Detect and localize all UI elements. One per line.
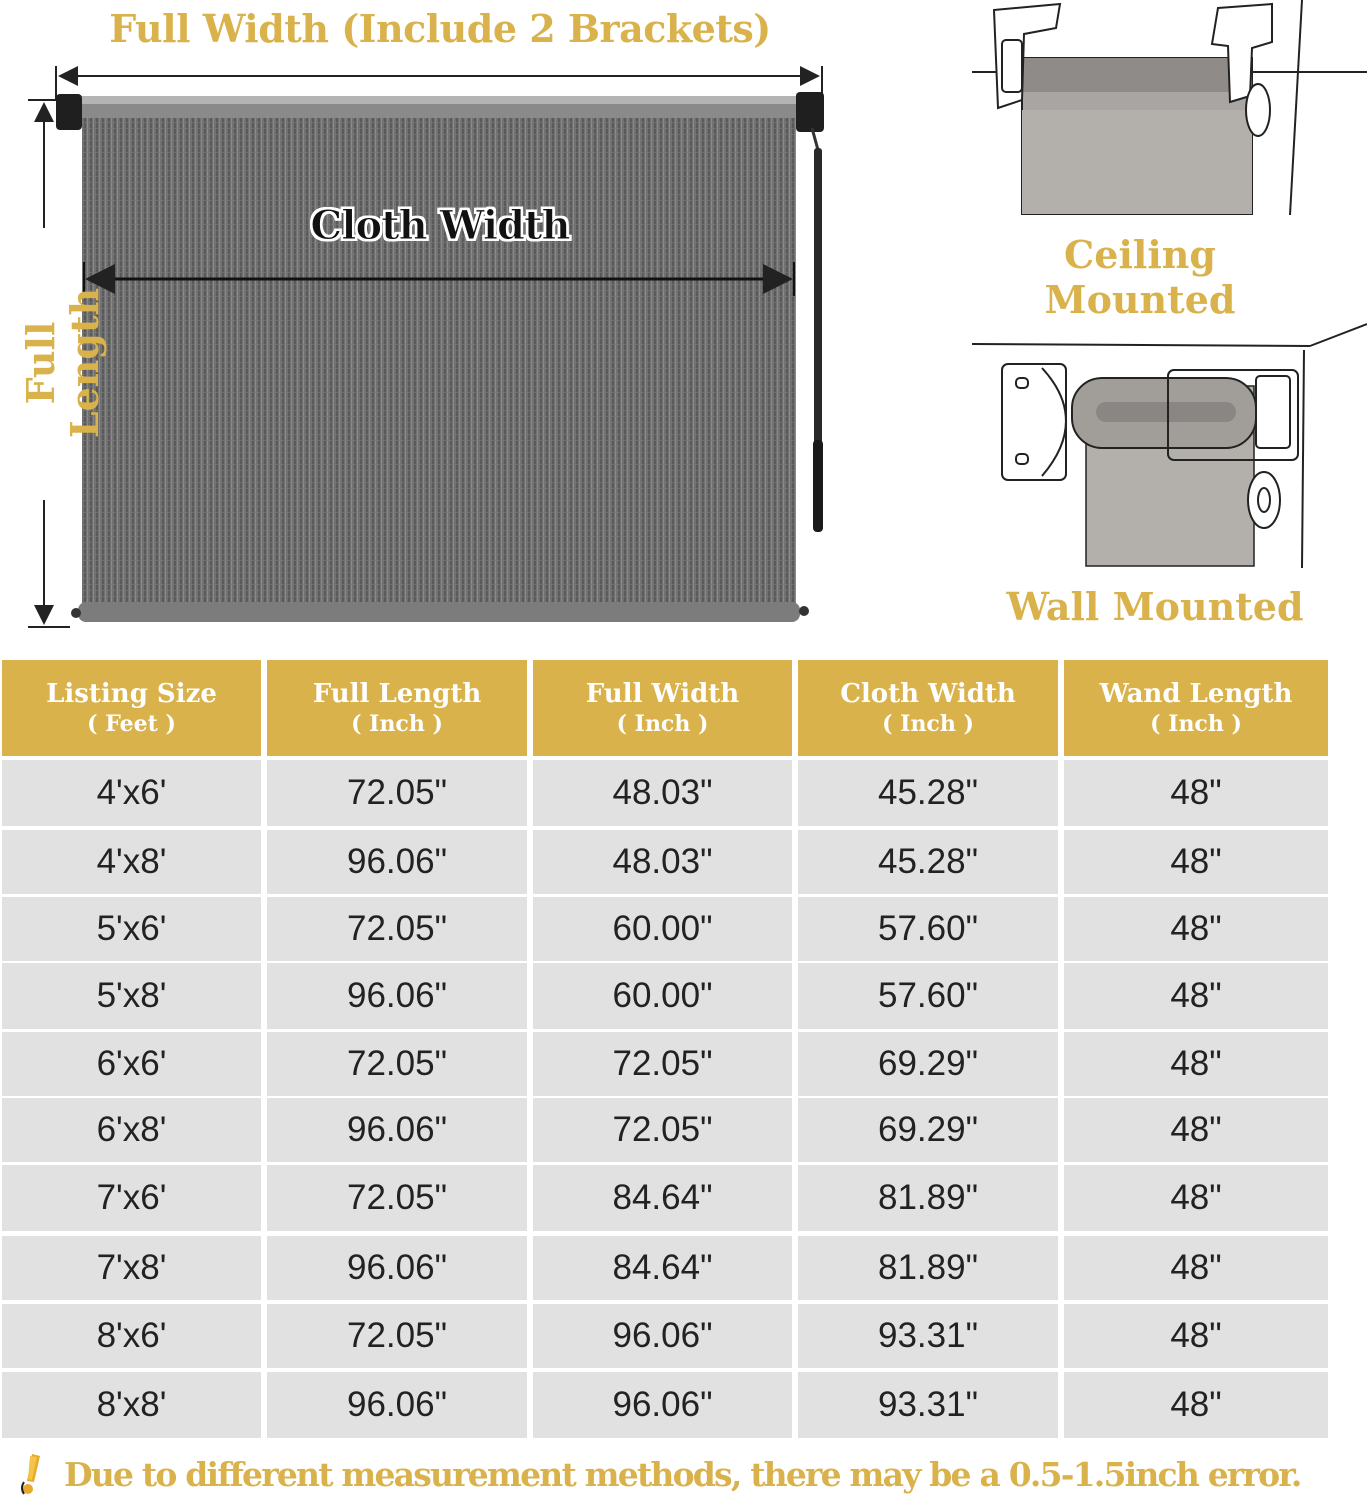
cell-full-length: 96.06": [267, 1098, 527, 1162]
cell-wand-length: 48": [1064, 1032, 1328, 1096]
note-text: Due to different measurement methods, there may be a 0.5-1.5inch error.: [64, 1454, 1301, 1494]
cell-full-width: 84.64": [533, 1236, 792, 1300]
table-row: [2, 1236, 1328, 1300]
table-row: [2, 760, 1328, 826]
table-row: [2, 1304, 1328, 1368]
cell-full-width: 72.05": [533, 1098, 792, 1162]
cell-wand-length: 48": [1064, 1372, 1328, 1438]
cell-cloth-width: 93.31": [798, 1304, 1058, 1368]
cell-wand-length: 48": [1064, 963, 1328, 1029]
cell-cloth-width: 69.29": [798, 1098, 1058, 1162]
cloth-width-label: Cloth Width: [310, 202, 570, 249]
cell-full-width: 72.05": [533, 1032, 792, 1096]
full-width-label: Full Width (Include 2 Brackets): [109, 6, 771, 51]
cell-full-length: 72.05": [267, 1304, 527, 1368]
header-unit: ( Inch ): [351, 711, 443, 737]
header-wand-length: [1064, 660, 1328, 756]
cell-cloth-width: 69.29": [798, 1032, 1058, 1096]
cell-full-width: 48.03": [533, 830, 792, 894]
header-unit: ( Inch ): [1150, 711, 1242, 737]
ceiling-mounted-label: Ceiling Mounted: [1044, 232, 1236, 322]
table-row: [2, 1098, 1328, 1162]
cell-wand-length: 48": [1064, 897, 1328, 961]
cell-wand-length: 48": [1064, 760, 1328, 826]
cell-listing-size: 4'x6': [2, 760, 261, 826]
header-full-width: [533, 660, 792, 756]
header-listing-size: [2, 660, 261, 756]
cell-full-length: 96.06": [267, 1372, 527, 1438]
table-row: [2, 963, 1328, 1029]
cell-full-length: 72.05": [267, 760, 527, 826]
cell-full-width: 84.64": [533, 1165, 792, 1231]
cell-cloth-width: 45.28": [798, 760, 1058, 826]
cell-wand-length: 48": [1064, 1165, 1328, 1231]
table-row: [2, 897, 1328, 961]
cell-full-length: 72.05": [267, 1165, 527, 1231]
cell-cloth-width: 57.60": [798, 897, 1058, 961]
header-title: Full Length: [312, 679, 482, 709]
cell-full-width: 96.06": [533, 1304, 792, 1368]
table-row: [2, 830, 1328, 894]
bottom-bar: [71, 602, 809, 622]
header-cloth-width: [798, 660, 1058, 756]
cell-listing-size: 8'x8': [2, 1372, 261, 1438]
cell-cloth-width: 81.89": [798, 1236, 1058, 1300]
cell-full-width: 60.00": [533, 963, 792, 1029]
full-length-label: Full Length: [18, 287, 107, 439]
cell-full-width: 48.03": [533, 760, 792, 826]
cell-cloth-width: 81.89": [798, 1165, 1058, 1231]
cell-listing-size: 6'x6': [2, 1032, 261, 1096]
header-unit: ( Inch ): [882, 711, 974, 737]
cell-full-length: 96.06": [267, 830, 527, 894]
control-wand: [812, 128, 823, 532]
cell-full-width: 96.06": [533, 1372, 792, 1438]
cell-listing-size: 4'x8': [2, 830, 261, 894]
wall-mount-illustration: [972, 320, 1367, 575]
table-header-row: [2, 660, 1328, 756]
shade-fabric: [82, 118, 796, 610]
cell-listing-size: 7'x6': [2, 1165, 261, 1231]
cell-listing-size: 5'x8': [2, 963, 261, 1029]
full-width-dimension-line: [56, 66, 822, 100]
cell-listing-size: 8'x6': [2, 1304, 261, 1368]
cell-cloth-width: 57.60": [798, 963, 1058, 1029]
cell-listing-size: 5'x6': [2, 897, 261, 961]
table-row: [2, 1372, 1328, 1438]
header-title: Cloth Width: [840, 679, 1016, 709]
cell-wand-length: 48": [1064, 1304, 1328, 1368]
table-row: [2, 1165, 1328, 1231]
wall-mounted-label: Wall Mounted: [1006, 584, 1304, 629]
cell-full-length: 96.06": [267, 963, 527, 1029]
header-unit: ( Feet ): [87, 711, 176, 737]
shade-size-diagram: [0, 0, 960, 640]
header-full-length: [267, 660, 527, 756]
roller-shade-illustration: [0, 0, 960, 640]
exclamation-icon: [10, 1452, 54, 1496]
header-unit: ( Inch ): [616, 711, 709, 737]
cell-cloth-width: 93.31": [798, 1372, 1058, 1438]
cell-listing-size: 7'x8': [2, 1236, 261, 1300]
header-title: Wand Length: [1099, 679, 1293, 709]
cell-full-length: 72.05": [267, 1032, 527, 1096]
cell-full-width: 60.00": [533, 897, 792, 961]
measurement-note: [10, 1452, 1360, 1496]
cell-wand-length: 48": [1064, 1098, 1328, 1162]
cell-wand-length: 48": [1064, 1236, 1328, 1300]
cell-full-length: 72.05": [267, 897, 527, 961]
cell-listing-size: 6'x8': [2, 1098, 261, 1162]
cell-wand-length: 48": [1064, 830, 1328, 894]
ceiling-mount-illustration: [972, 0, 1367, 225]
table-row: [2, 1032, 1328, 1096]
cell-cloth-width: 45.28": [798, 830, 1058, 894]
header-title: Listing Size: [46, 679, 217, 709]
cell-full-length: 96.06": [267, 1236, 527, 1300]
header-title: Full Width: [585, 679, 740, 709]
